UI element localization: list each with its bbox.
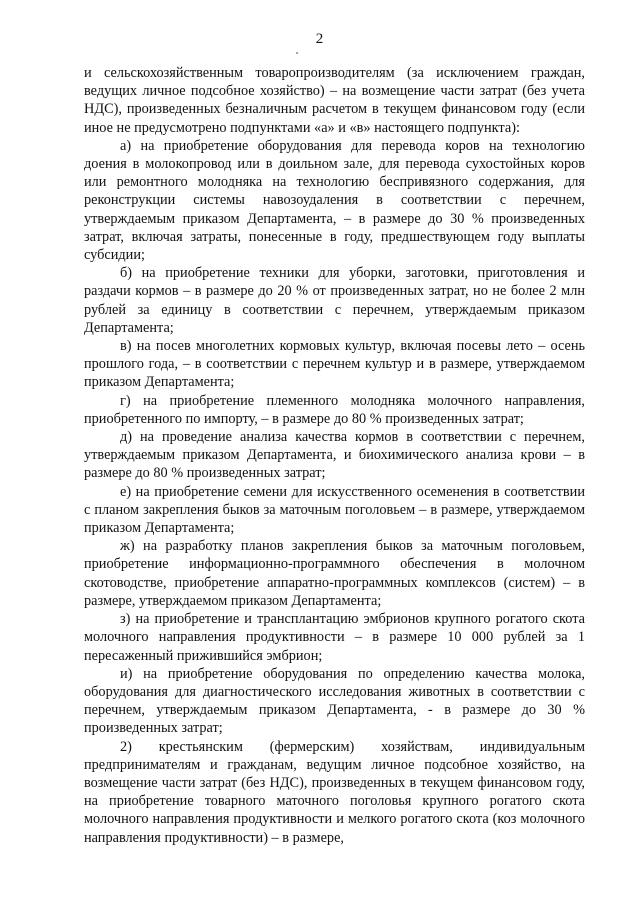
paragraph-item-v: в) на посев многолетних кормовых культур, включая посевы лето – осень прошлого года, – в соответствии с перечнем культур и в размере, утверждаемом приказом Департамента; [84,338,585,391]
paragraph-item-g: г) на приобретение племенного молодняка молочного направления, приобретенного по импорту, – в размере до 80 % произведенных затрат; [84,392,585,427]
paragraph-item-b: б) на приобретение техники для уборки, заготовки, приготовления и раздачи кормов – в размере до 20 % от произведенных затрат, но не более 2 млн рублей за единицу в соответствии с перечнем, утверждаемым приказом Департамента; [84,265,585,336]
paragraph-item-a: а) на приобретение оборудования для перевода коров на технологию доения в молокопровод или в доильном зале, для перевода сухостойных коров или ремонтного молодняка на технологию беспривязного содержания, для реконструкции системы навозоудаления в соответствии с перечнем, утверждаемым приказом Департамента, – в размере до 30 % произведенных затрат, включая затраты, понесенные в году, предшествующем году выплаты субсидии; [84,137,585,264]
paragraph-item-d: д) на проведение анализа качества кормов в соответствии с перечнем, утверждаемым приказом Департамента, и биохимического анализа крови – в размере до 80 % произведенных затрат; [84,429,585,482]
document-body [84,64,585,847]
page-number: 2 [315,31,324,47]
paragraph-point-2: 2) крестьянским (фермерским) хозяйствам, индивидуальным предпринимателям и гражданам, ведущим личное подсобное хозяйство, на возмещение части затрат (без НДС), произведенных в текущем финансовом году, на приобретение товарного маточного поголовья крупного рогатого скота молочного направления продуктивности и мелкого рогатого скота (коз молочного направления продуктивности) – в размере, [84,738,585,846]
paragraph-item-z: з) на приобретение и трансплантацию эмбрионов крупного рогатого скота молочного направления продуктивности – в размере 10 000 рублей за 1 пересаженный прижившийся эмбрион; [84,611,585,664]
paragraph-item-zh: ж) на разработку планов закрепления быков за маточным поголовьем, приобретение информационно-программного обеспечения в молочном скотоводстве, приобретение аппаратно-программных комплексов (систем) – в размере, утверждаемом приказом Департамента; [84,538,585,609]
paragraph-intro: и сельскохозяйственным товаропроизводителям (за исключением граждан, ведущих личное подсобное хозяйство) – на возмещение части затрат (без учета НДС), произведенных безналичным расчетом в текущем финансовом году (если иное не предусмотрено подпунктами «а» и «в» настоящего подпункта): [84,65,585,136]
paragraph-item-e: е) на приобретение семени для искусственного осеменения в соответствии с планом закрепления быков за маточным поголовьем – в размере, утверждаемом приказом Департамента; [84,483,585,537]
scan-speck [296,52,298,54]
paragraph-item-i: и) на приобретение оборудования по определению качества молока, оборудования для диагностического исследования животных в соответствии с перечнем, утверждаемым приказом Департамента, - в размере до 30 % произведенных затрат; [84,665,585,737]
